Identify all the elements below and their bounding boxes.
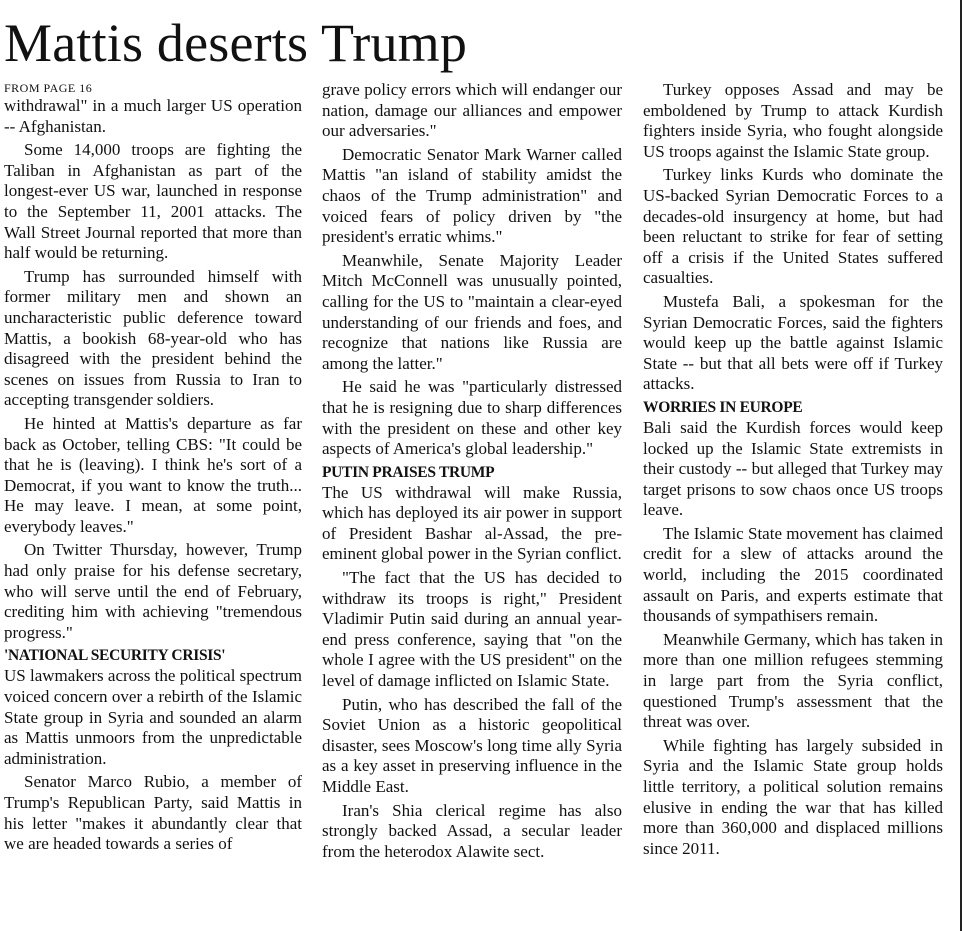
article-paragraph: The Islamic State movement has claimed credit for a slew of attacks around the world, including the 2015 coordinated assault on Paris, and experts estimate that thousands of sympathisers remain. [643,523,943,626]
article-column-1 [4,80,302,931]
article-paragraph: On Twitter Thursday, however, Trump had only praise for his defense secretary, who will serve until the end of February, crediting him with achieving "tremendous progress." [4,540,302,642]
article-paragraph: Turkey opposes Assad and may be emboldened by Trump to attack Kurdish fighters inside Syria, who fought alongside US troops against the Islamic State group. [643,80,943,161]
article-paragraph: He hinted at Mattis's departure as far back as October, telling CBS: "It could be that he is (leaving). I think he's sort of a Democrat, if you want to know the truth... He may leave. I mean, at some point, everybody leaves." [4,413,302,536]
article-column-2 [322,80,622,931]
article-paragraph: grave policy errors which will endanger our nation, damage our alliances and empower our adversaries." [322,80,622,141]
article-paragraph: Trump has surrounded himself with former military men and shown an uncharacteristic public deference toward Mattis, a bookish 68-year-old who has disagreed with the president behind the scenes on issues from Russia to Iran to accepting transgender soldiers. [4,266,302,410]
article-paragraph: "The fact that the US has decided to withdraw its troops is right," President Vladimir Putin said during an annual year-end press conference, saying that "on the whole I agree with the US president" on the level of damage inflicted on Islamic State. [322,568,622,691]
article-paragraph: US lawmakers across the political spectrum voiced concern over a rebirth of the Islamic State group in Syria and sounded an alarm as Mattis unmoors from the unpredictable administration. [4,666,302,768]
article-paragraph: Meanwhile, Senate Majority Leader Mitch McConnell was unusually pointed, calling for the US to "maintain a clear-eyed understanding of our friends and foes, and recognize that nations like Russia are among the latter." [322,250,622,373]
section-subhead: 'NATIONAL SECURITY CRISIS' [4,647,226,665]
article-paragraph: Senator Marco Rubio, a member of Trump's Republican Party, said Mattis in his letter "makes it abundantly clear that we are headed towards a series of [4,772,302,854]
section-subhead: PUTIN PRAISES TRUMP [322,463,495,481]
article-paragraph: Turkey links Kurds who dominate the US-backed Syrian Democratic Forces to a decades-old insurgency at home, but had been reluctant to strike for fear of setting off a crisis if the United States suffered casualties. [643,165,943,288]
article-column-3 [643,80,943,931]
article-paragraph: Bali said the Kurdish forces would keep locked up the Islamic State extremists in their custody -- but alleged that Turkey may target prisons to sow chaos once US troops leave. [643,417,943,520]
section-subhead: WORRIES IN EUROPE [643,398,803,416]
article-paragraph: Iran's Shia clerical regime has also strongly backed Assad, a secular leader from the heterodox Alawite sect. [322,800,622,861]
article-paragraph: withdrawal" in a much larger US operation -- Afghanistan. [4,96,302,136]
article-paragraph: Putin, who has described the fall of the Soviet Union as a historic geopolitical disaster, sees Moscow's long time ally Syria as a key asset in preserving influence in the Middle East. [322,694,622,796]
article-paragraph: Democratic Senator Mark Warner called Mattis "an island of stability amidst the chaos of the Trump administration" and voiced fears of policy driven by "the president's erratic whims." [322,144,622,247]
article-paragraph: Mustefa Bali, a spokesman for the Syrian Democratic Forces, said the fighters would keep up the battle against Islamic State -- but that all bets were off if Turkey attacks. [643,291,943,394]
article-headline: Mattis deserts Trump [4,13,468,73]
article-paragraph: Some 14,000 troops are fighting the Taliban in Afghanistan as part of the longest-ever US war, launched in response to the September 11, 2001 attacks. The Wall Street Journal reported that more than half would be returning. [4,140,302,263]
jump-label: FROM PAGE 16 [4,81,93,95]
article-paragraph: The US withdrawal will make Russia, which has deployed its air power in support of President Bashar al-Assad, the pre-eminent global power in the Syrian conflict. [322,482,622,564]
article-paragraph: While fighting has largely subsided in Syria and the Islamic State group holds little territory, a political solution remains elusive in ending the war that has killed more than 360,000 and displaced millions since 2011. [643,735,943,858]
article-paragraph: Meanwhile Germany, which has taken in more than one million refugees stemming in large part from the Syria conflict, questioned Trump's assessment that the threat was over. [643,629,943,732]
article-paragraph: He said he was "particularly distressed that he is resigning due to sharp differences with the president on these and other key aspects of America's global leadership." [322,377,622,459]
